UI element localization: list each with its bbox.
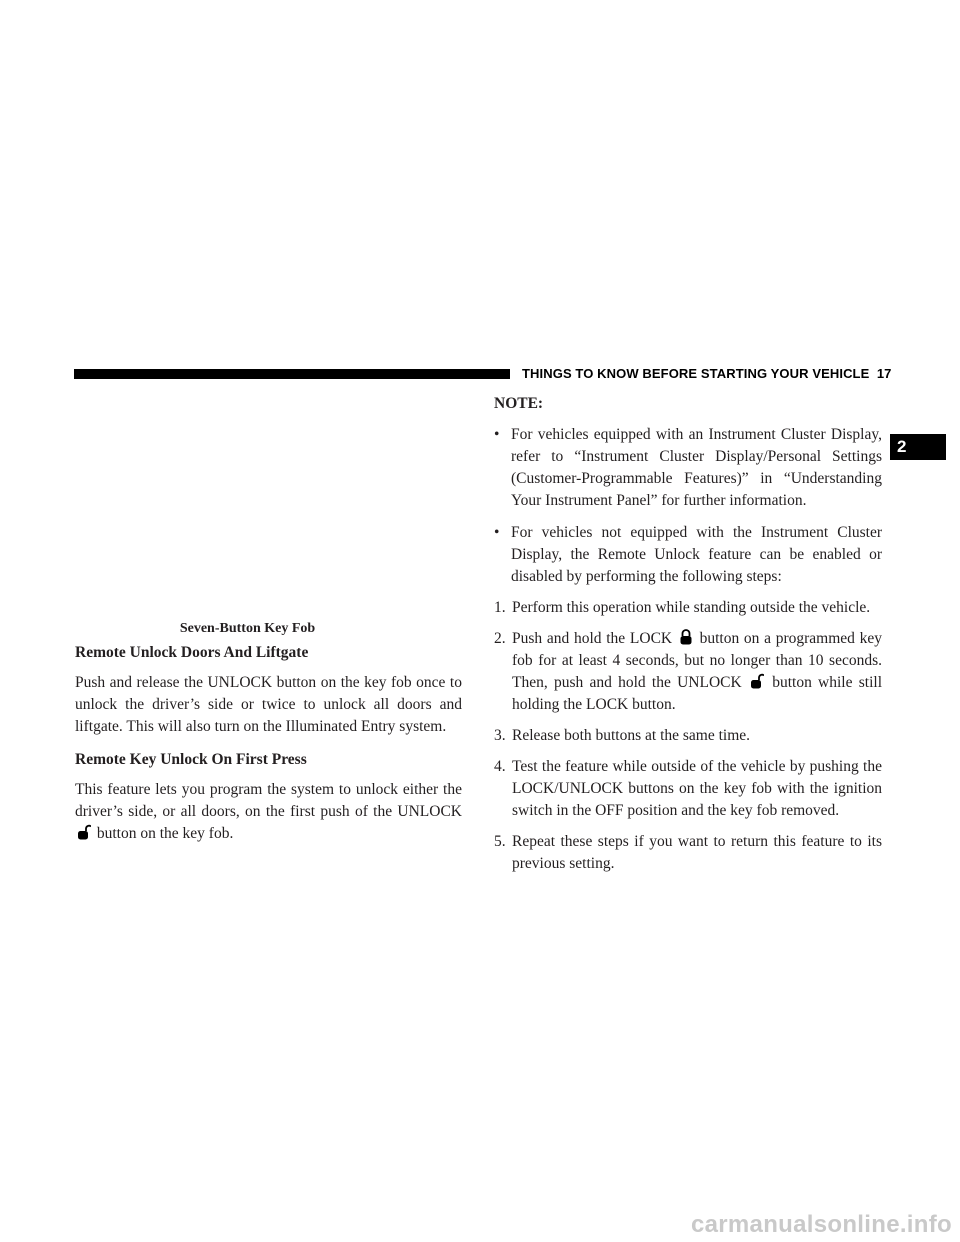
section-heading-first-press: Remote Key Unlock On First Press: [75, 751, 307, 768]
first-press-text-a: This feature lets you program the system to unlock either the driver’s side, or all doors, on the first push of the UNLOCK: [75, 781, 462, 820]
step-text: Perform this operation while standing outside the vehicle.: [512, 599, 871, 616]
step-text-c: button while still holding the LOCK button.: [512, 674, 883, 713]
list-item: [494, 522, 882, 588]
step-item: [494, 725, 882, 747]
header-rule: [74, 369, 510, 379]
step-item: [494, 628, 882, 716]
bullet-mark: •: [494, 524, 500, 541]
lock-icon: [679, 629, 693, 645]
right-column: [494, 394, 882, 875]
section-body-first-press: [75, 779, 462, 845]
step-list: [494, 597, 882, 875]
figure-caption: Seven-Button Key Fob: [179, 621, 316, 636]
bullet-text: For vehicles equipped with an Instrument Cluster Display, refer to “Instrument Cluster Display/Personal Settings (Customer-Programmable Features)” in “Understanding Your Instrument Panel” for further information.: [511, 426, 882, 509]
first-press-text-b: button on the key fob.: [96, 825, 234, 842]
bullet-mark: •: [494, 426, 500, 443]
step-item: [494, 831, 882, 875]
page-number: 17: [876, 366, 892, 381]
step-item: [494, 756, 882, 822]
list-item: [494, 424, 882, 512]
step-text: Repeat these steps if you want to return this feature to its previous setting.: [512, 833, 882, 872]
unlock-icon: [750, 673, 764, 689]
note-bullets: [494, 424, 882, 588]
step-text: Test the feature while outside of the vehicle by pushing the LOCK/UNLOCK buttons on the key fob with the ignition switch in the OFF position and the key fob removed.: [512, 758, 882, 819]
note-label: NOTE:: [494, 395, 544, 412]
step-number: 5.: [494, 833, 506, 850]
step-number: 1.: [494, 599, 506, 616]
step-text-b: button on a programmed key fob for at least 4 seconds, but no longer than 10 seconds. Then, push and hold the UNLOCK: [512, 630, 883, 691]
watermark: carmanualsonline.info: [690, 1211, 952, 1238]
running-header: [522, 366, 891, 381]
step-text-a: Push and hold the LOCK: [512, 630, 673, 647]
step-number: 3.: [494, 727, 506, 744]
step-text: Release both buttons at the same time.: [512, 727, 751, 744]
chapter-tab: 2: [890, 434, 946, 460]
section-heading-remote-unlock: Remote Unlock Doors And Liftgate: [75, 644, 309, 661]
step-number: 4.: [494, 758, 506, 775]
bullet-text: For vehicles not equipped with the Instrument Cluster Display, the Remote Unlock feature can be enabled or disabled by performing the following steps:: [511, 524, 882, 585]
step-item: [494, 597, 882, 619]
header-title: THINGS TO KNOW BEFORE STARTING YOUR VEHICLE: [522, 366, 870, 381]
left-column: [75, 620, 462, 845]
unlock-icon: [77, 824, 91, 840]
section-body-remote-unlock: Push and release the UNLOCK button on the key fob once to unlock the driver’s side or twice to unlock all doors and liftgate. This will also turn on the Illuminated Entry system.: [75, 674, 462, 735]
step-number: 2.: [494, 630, 506, 647]
